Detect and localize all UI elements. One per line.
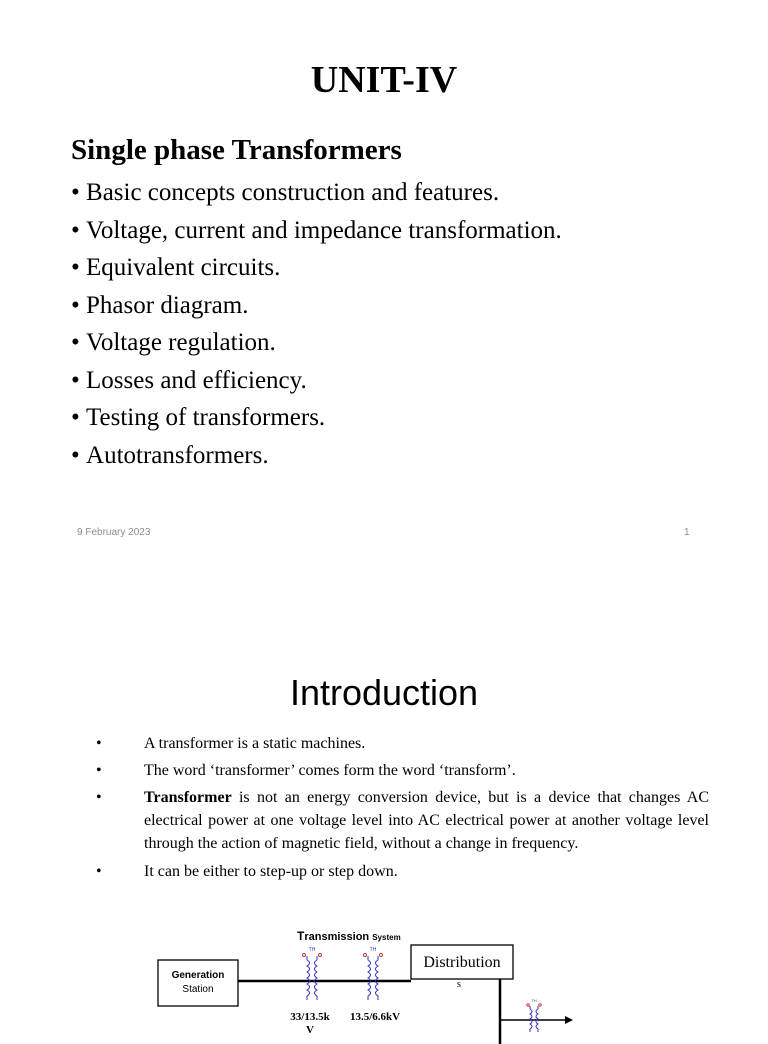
transformer-3-icon — [527, 1004, 541, 1032]
station-label: Station — [182, 984, 214, 995]
topic-item: • Basic concepts construction and features. — [71, 176, 562, 214]
intro-bullet — [96, 786, 709, 855]
generation-station-box — [158, 960, 238, 1006]
section-heading: Single phase Transformers — [71, 134, 402, 166]
tx2-ratio-label: 13.5/6.6kV — [349, 1011, 401, 1023]
transformer-1-icon — [303, 954, 322, 1001]
tx1-ratio-label: 33/13.5k — [290, 1011, 330, 1023]
topic-item: • Equivalent circuits. — [71, 251, 562, 289]
topic-item: • Phasor diagram. — [71, 289, 562, 327]
tx2-symbol: TH — [369, 947, 377, 953]
intro-bullet-list — [96, 732, 709, 888]
slide-title: Introduction — [289, 672, 479, 713]
slide-title: UNIT-IV — [310, 59, 458, 101]
bullet-bold-term: Transformer — [144, 789, 232, 806]
intro-bullet — [96, 860, 709, 883]
slide-introduction — [0, 640, 768, 1036]
page-number: 1 — [684, 527, 690, 538]
transmission-diagram-svg — [150, 924, 620, 1044]
topic-list — [71, 176, 562, 476]
bullet-glyph: • — [96, 735, 102, 752]
distribution-label: Distribution — [423, 954, 501, 971]
intro-bullet — [96, 732, 709, 755]
generation-label: Generation — [171, 970, 225, 981]
transmission-diagram — [150, 924, 620, 1036]
footer-date: 9 February 2023 — [77, 527, 151, 538]
topic-item: • Voltage, current and impedance transformation. — [71, 214, 562, 252]
bullet-text: A transformer is a static machines. — [144, 735, 366, 752]
bullet-text: It can be either to step-up or step down. — [144, 863, 398, 880]
distribution-suffix: s — [457, 979, 461, 990]
bullet-glyph: • — [96, 762, 102, 779]
topic-item: • Voltage regulation. — [71, 326, 562, 364]
intro-bullet — [96, 759, 709, 782]
bullet-text: is not an energy conversion device, but is a device that changes AC electrical power at one voltage level into AC electrical power at another voltage level through the action of magnetic field, without a change in frequency. — [144, 789, 709, 852]
bullet-text: The word ‘transformer’ comes form the word ‘transform’. — [144, 762, 516, 779]
bullet-glyph: • — [96, 863, 102, 880]
tx1-ratio-unit: V — [306, 1024, 314, 1036]
arrow-right-icon — [565, 1016, 573, 1024]
topic-item: • Losses and efficiency. — [71, 364, 562, 402]
bullet-glyph: • — [96, 789, 102, 806]
transformer-2-icon — [364, 954, 383, 1001]
topic-item: • Autotransformers. — [71, 439, 562, 477]
tx1-symbol: TH — [308, 947, 316, 953]
topic-item: • Testing of transformers. — [71, 401, 562, 439]
diagram-title: Transmission System — [297, 929, 401, 943]
tx3-symbol: TH — [531, 998, 537, 1003]
